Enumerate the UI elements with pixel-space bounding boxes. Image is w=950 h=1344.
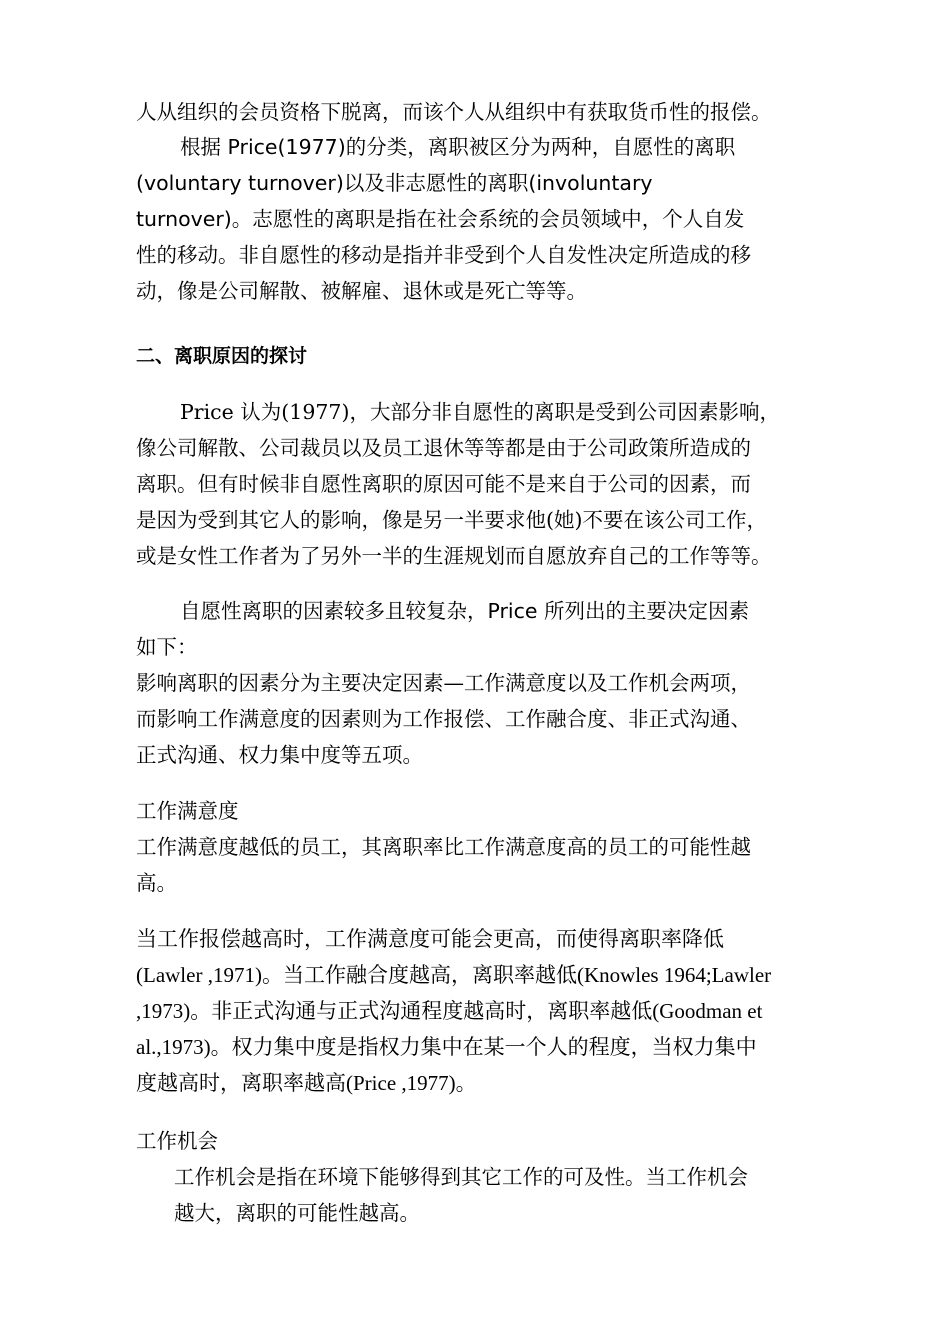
text-line: 当工作报偿越高时，工作满意度可能会更高，而使得离职率降低 [136,927,724,951]
text-line: (Lawler ,1971)。当工作融合度越高，离职率越低(Knowles 1964;Lawler [136,963,772,987]
subsection-title: 工作机会 [136,1129,218,1153]
text-line: Price 认为(1977)，大部分非自愿性的离职是受到公司因素影响， [180,400,780,424]
subsection-job-satisfaction [136,793,826,901]
text-line: 高。 [136,871,177,895]
text-line: 人从组织的会员资格下脱离，而该个人从组织中有获取货币性的报偿。 [136,100,772,124]
text-line: 像公司解散、公司裁员以及员工退休等等都是由于公司政策所造成的 [136,436,751,460]
paragraph-satisfaction-factors [136,921,826,1101]
subsection-title: 工作满意度 [136,799,239,823]
text-line: 或是女性工作者为了另外一半的生涯规划而自愿放弃自己的工作等等。 [136,544,772,568]
text-line: 工作机会是指在环境下能够得到其它工作的可及性。当工作机会 [174,1165,748,1189]
text-line: 工作满意度越低的员工，其离职率比工作满意度高的员工的可能性越 [136,835,751,859]
section-heading-text: 二、离职原因的探讨 [136,345,308,367]
text-line: 而影响工作满意度的因素则为工作报偿、工作融合度、非正式沟通、 [136,707,751,731]
text-line: 如下： [136,635,198,659]
paragraph-voluntary-factors [136,593,826,773]
text-line: al.,1973)。权力集中度是指权力集中在某一个人的程度，当权力集中 [136,1035,757,1059]
paragraph-price-classification [136,129,826,309]
text-line: turnover)。志愿性的离职是指在社会系统的会员领域中，个人自发 [136,207,745,231]
text-line: 影响离职的因素分为主要决定因素—工作满意度以及工作机会两项， [136,671,751,695]
text-line: 自愿性离职的因素较多且较复杂，Price 所列出的主要决定因素 [180,599,750,623]
text-line: 度越高时，离职率越高(Price ,1977)。 [136,1071,477,1095]
text-line: (voluntary turnover)以及非志愿性的离职(involuntary [136,171,653,195]
text-line: 离职。但有时候非自愿性离职的原因可能不是来自于公司的因素，而 [136,472,751,496]
text-line: 正式沟通、权力集中度等五项。 [136,743,423,767]
text-line: 性的移动。非自愿性的移动是指并非受到个人自发性决定所造成的移 [136,243,751,267]
text-line: 越大，离职的可能性越高。 [174,1201,420,1225]
section-heading [136,338,826,374]
text-line: ,1973)。非正式沟通与正式沟通程度越高时，离职率越低(Goodman et [136,999,763,1023]
text-line: 根据 Price(1977)的分类，离职被区分为两种，自愿性的离职 [180,135,736,159]
paragraph-involuntary-reasons [136,394,826,574]
paragraph-intro-end [136,94,826,130]
text-line: 是因为受到其它人的影响，像是另一半要求他(她)不要在该公司工作， [136,508,767,532]
subsection-job-opportunity [136,1123,826,1231]
text-line: 动，像是公司解散、被解雇、退休或是死亡等等。 [136,279,587,303]
